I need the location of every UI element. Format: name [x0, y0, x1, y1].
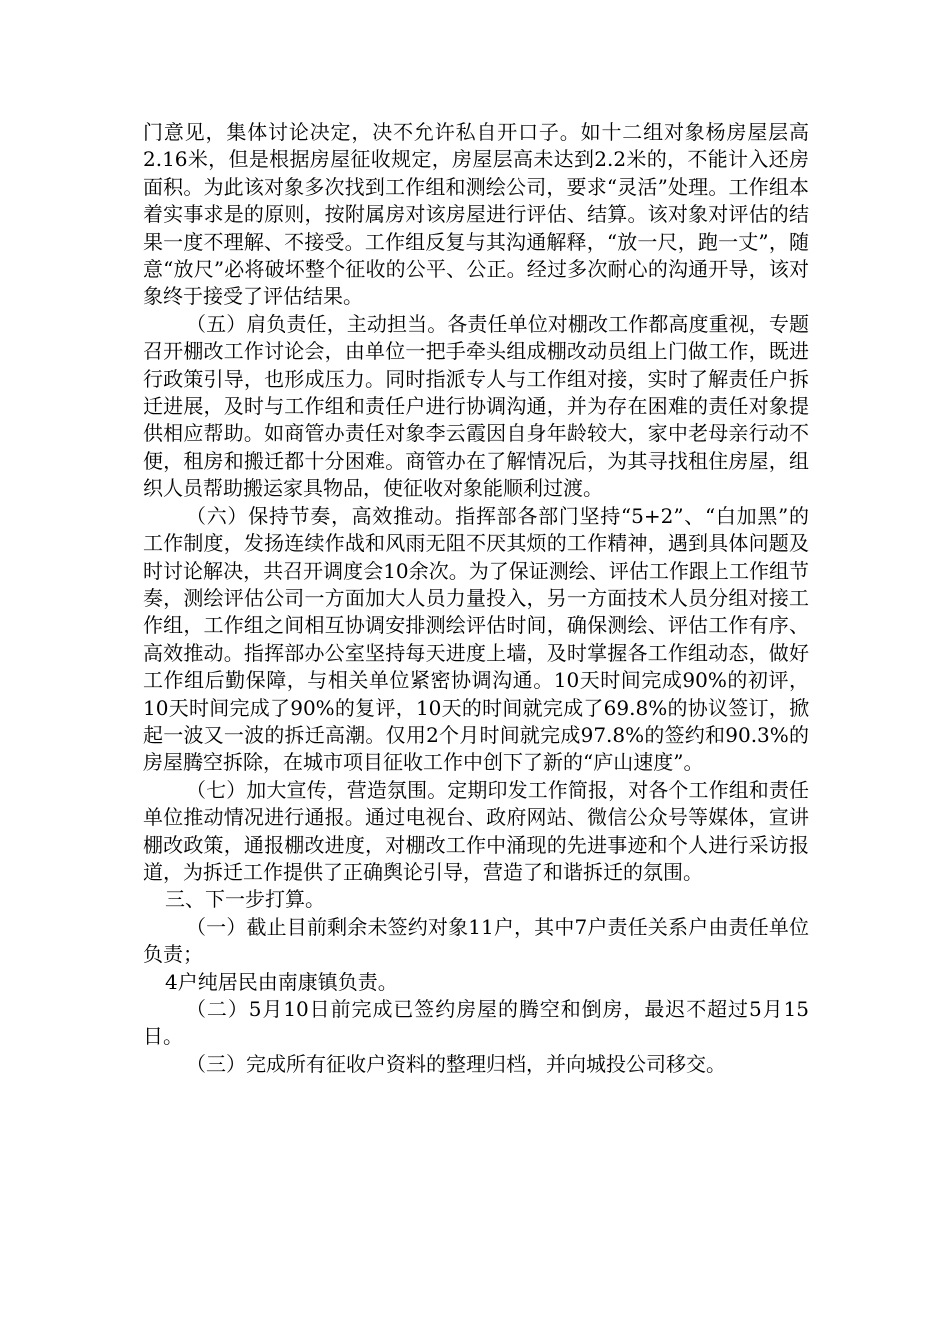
- paragraph-next-step-1: （一）截止目前剩余未签约对象11户，其中7户责任关系户由责任单位负责；: [143, 914, 809, 967]
- paragraph-section-5: （五）肩负责任，主动担当。各责任单位对棚改工作都高度重视，专题召开棚改工作讨论会，由单位一把手牵头组成棚改动员组上门做工作，既进行政策引导，也形成压力。同时指派专人与工作组对接，实时了解责任户拆迁进展，及时与工作组和责任户进行协调沟通，并为存在困难的责任对象提供相应帮助。如商管办责任对象李云霞因自身年龄较大，家中老母亲行动不便，租房和搬迁都十分困难。商管办在了解情况后，为其寻找租住房屋，组织人员帮助搬运家具物品，使征收对象能顺利过渡。: [143, 311, 809, 501]
- paragraph-section-7: （七）加大宣传，营造氛围。定期印发工作简报，对各个工作组和责任单位推动情况进行通报。通过电视台、政府网站、微信公众号等媒体，宣讲棚改政策，通报棚改进度，对棚改工作中涌现的先进事迹和个人进行采访报道，为拆迁工作提供了正确舆论引导，营造了和谐拆迁的氛围。: [143, 777, 809, 884]
- paragraph-next-step-2: （二）5月10日前完成已签约房屋的腾空和倒房，最迟不超过5月15日。: [143, 997, 809, 1049]
- document-body: [143, 119, 809, 1078]
- paragraph-next-step-1-cont: 4户纯居民由南康镇负责。: [165, 969, 398, 994]
- paragraph-section-6: （六）保持节奏，高效推动。指挥部各部门坚持“5+2”、“白加黑”的工作制度，发扬连续作战和风雨无阻不厌其烦的工作精神，遇到具体问题及时讨论解决，共召开调度会10余次。为了保证测绘、评估工作跟上工作组节奏，测绘评估公司一方面加大人员力量投入，另一方面技术人员分组对接工作组，工作组之间相互协调安排测绘评估时间，确保测绘、评估工作有序、高效推动。指挥部办公室坚持每天进度上墙，及时掌握各工作组动态，做好工作组后勤保障，与相关单位紧密协调沟通。10天时间完成90%的初评，10天时间完成了90%的复评，10天的时间就完成了69.8%的协议签订，掀起一波又一波的拆迁高潮。仅用2个月时间就完成97.8%的签约和90.3%的房屋腾空拆除，在城市项目征收工作中创下了新的“庐山速度”。: [143, 503, 809, 775]
- heading-next-steps: 三、下一步打算。: [165, 887, 325, 912]
- paragraph-next-step-3: （三）完成所有征收户资料的整理归档，并向城投公司移交。: [186, 1051, 726, 1076]
- paragraph-continuation: 门意见，集体讨论决定，决不允许私自开口子。如十二组对象杨房屋层高2.16米，但是根据房屋征收规定，房屋层高未达到2.2米的，不能计入还房面积。为此该对象多次找到工作组和测绘公司，要求“灵活”处理。工作组本着实事求是的原则，按附属房对该房屋进行评估、结算。该对象对评估的结果一度不理解、不接受。工作组反复与其沟通解释，“放一尺，跑一丈”，随意“放尺”必将破坏整个征收的公平、公正。经过多次耐心的沟通开导，该对象终于接受了评估结果。: [143, 120, 809, 309]
